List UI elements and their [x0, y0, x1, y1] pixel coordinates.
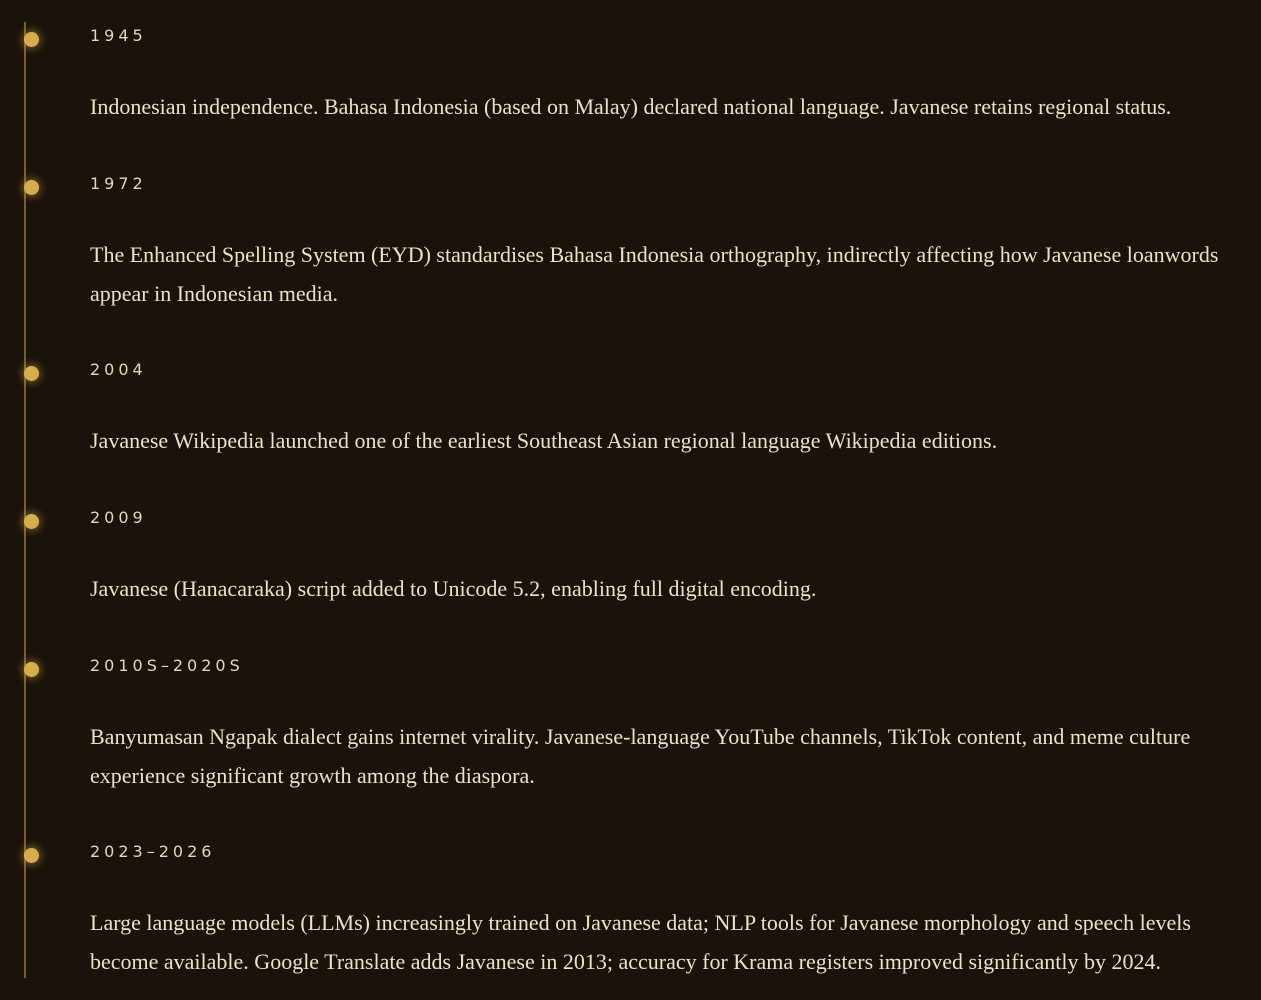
entry-text: Javanese (Hanacaraka) script added to Unicode 5.2, enabling full digital encoding.: [90, 576, 817, 601]
entry-year: 2010S–2020S: [90, 656, 244, 675]
entry-text: Banyumasan Ngapak dialect gains internet virality. Javanese-language YouTube channels, TikTok content, and meme culture experience significant growth among the diaspora.: [90, 724, 1191, 788]
entry-text: Large language models (LLMs) increasingly trained on Javanese data; NLP tools for Javanese morphology and speech levels become available. Google Translate adds Javanese in 2013; accuracy for Krama registers improved significantly by 2024.: [90, 910, 1191, 974]
timeline-dot-icon: [24, 514, 39, 529]
entry-text: The Enhanced Spelling System (EYD) standardises Bahasa Indonesia orthography, indirectly affecting how Javanese loanwords appear in Indonesian media.: [90, 242, 1219, 306]
entry-year: 2004: [90, 360, 147, 379]
entry-text: Indonesian independence. Bahasa Indonesia (based on Malay) declared national language. Javanese retains regional status.: [90, 94, 1172, 119]
timeline-dot-icon: [24, 366, 39, 381]
timeline-dot-icon: [24, 32, 39, 47]
entry-year: 2023–2026: [90, 842, 216, 861]
timeline-line: [24, 22, 26, 978]
timeline-dot-icon: [24, 662, 39, 677]
entry-year: 1945: [90, 26, 147, 45]
entry-year: 1972: [90, 174, 147, 193]
timeline-dot-icon: [24, 848, 39, 863]
entry-year: 2009: [90, 508, 147, 527]
entry-text: Javanese Wikipedia launched one of the earliest Southeast Asian regional language Wikipedia editions.: [90, 428, 998, 453]
timeline-dot-icon: [24, 180, 39, 195]
